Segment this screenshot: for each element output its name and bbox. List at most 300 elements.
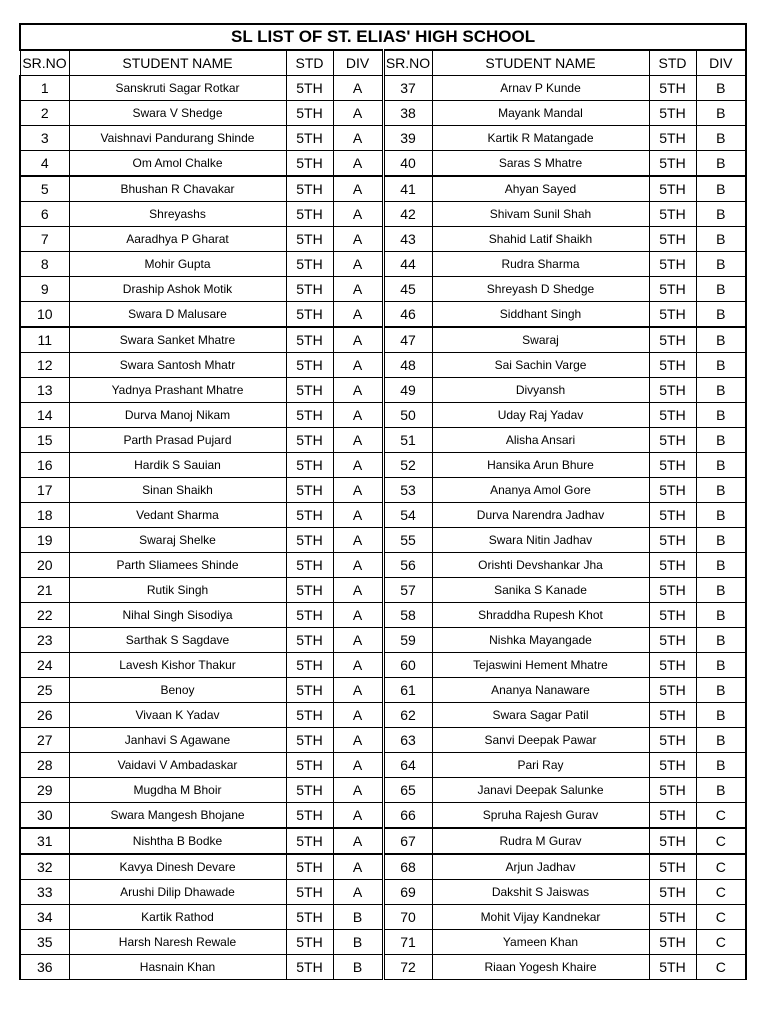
std-cell: 5TH bbox=[649, 628, 696, 653]
sr-no-cell: 6 bbox=[20, 202, 69, 227]
table-row bbox=[20, 478, 746, 503]
table-row bbox=[20, 955, 746, 980]
sr-no-cell: 61 bbox=[383, 678, 432, 703]
student-name-cell: Divyansh bbox=[432, 378, 649, 403]
sr-no-cell: 37 bbox=[383, 76, 432, 101]
sr-no-cell: 21 bbox=[20, 578, 69, 603]
student-name-cell: Sanvi Deepak Pawar bbox=[432, 728, 649, 753]
div-cell: A bbox=[333, 428, 383, 453]
table-row bbox=[20, 176, 746, 202]
header-student-name-left: STUDENT NAME bbox=[69, 50, 286, 76]
std-cell: 5TH bbox=[286, 930, 333, 955]
std-cell: 5TH bbox=[649, 126, 696, 151]
div-cell: A bbox=[333, 378, 383, 403]
sr-no-cell: 42 bbox=[383, 202, 432, 227]
sr-no-cell: 26 bbox=[20, 703, 69, 728]
std-cell: 5TH bbox=[286, 803, 333, 829]
student-name-cell: Kartik Rathod bbox=[69, 905, 286, 930]
std-cell: 5TH bbox=[286, 628, 333, 653]
student-name-cell: Sanika S Kanade bbox=[432, 578, 649, 603]
student-name-cell: Benoy bbox=[69, 678, 286, 703]
div-cell: A bbox=[333, 151, 383, 177]
student-name-cell: Nihal Singh Sisodiya bbox=[69, 603, 286, 628]
table-row bbox=[20, 403, 746, 428]
std-cell: 5TH bbox=[649, 277, 696, 302]
std-cell: 5TH bbox=[649, 854, 696, 880]
std-cell: 5TH bbox=[286, 478, 333, 503]
std-cell: 5TH bbox=[649, 930, 696, 955]
student-name-cell: Dakshit S Jaiswas bbox=[432, 880, 649, 905]
table-row bbox=[20, 151, 746, 177]
sr-no-cell: 34 bbox=[20, 905, 69, 930]
std-cell: 5TH bbox=[286, 603, 333, 628]
div-cell: B bbox=[333, 930, 383, 955]
std-cell: 5TH bbox=[649, 76, 696, 101]
div-cell: B bbox=[696, 728, 746, 753]
sr-no-cell: 67 bbox=[383, 828, 432, 854]
table-row bbox=[20, 353, 746, 378]
student-name-cell: Om Amol Chalke bbox=[69, 151, 286, 177]
sr-no-cell: 8 bbox=[20, 252, 69, 277]
sr-no-cell: 57 bbox=[383, 578, 432, 603]
student-name-cell: Saras S Mhatre bbox=[432, 151, 649, 177]
sr-no-cell: 70 bbox=[383, 905, 432, 930]
std-cell: 5TH bbox=[649, 302, 696, 328]
table-row bbox=[20, 728, 746, 753]
std-cell: 5TH bbox=[286, 553, 333, 578]
sr-no-cell: 12 bbox=[20, 353, 69, 378]
student-name-cell: Draship Ashok Motik bbox=[69, 277, 286, 302]
div-cell: A bbox=[333, 880, 383, 905]
std-cell: 5TH bbox=[286, 955, 333, 980]
student-name-cell: Arnav P Kunde bbox=[432, 76, 649, 101]
student-name-cell: Swaraj Shelke bbox=[69, 528, 286, 553]
sr-no-cell: 11 bbox=[20, 327, 69, 353]
div-cell: A bbox=[333, 176, 383, 202]
std-cell: 5TH bbox=[286, 353, 333, 378]
sr-no-cell: 64 bbox=[383, 753, 432, 778]
std-cell: 5TH bbox=[286, 905, 333, 930]
div-cell: B bbox=[696, 453, 746, 478]
table-row bbox=[20, 778, 746, 803]
sr-no-cell: 2 bbox=[20, 101, 69, 126]
div-cell: B bbox=[696, 528, 746, 553]
std-cell: 5TH bbox=[649, 101, 696, 126]
std-cell: 5TH bbox=[286, 176, 333, 202]
std-cell: 5TH bbox=[649, 955, 696, 980]
student-name-cell: Hasnain Khan bbox=[69, 955, 286, 980]
div-cell: B bbox=[696, 151, 746, 177]
student-name-cell: Nishtha B Bodke bbox=[69, 828, 286, 854]
div-cell: B bbox=[696, 578, 746, 603]
std-cell: 5TH bbox=[649, 353, 696, 378]
student-name-cell: Shahid Latif Shaikh bbox=[432, 227, 649, 252]
div-cell: C bbox=[696, 854, 746, 880]
sr-no-cell: 35 bbox=[20, 930, 69, 955]
sr-no-cell: 54 bbox=[383, 503, 432, 528]
div-cell: B bbox=[696, 603, 746, 628]
sr-no-cell: 58 bbox=[383, 603, 432, 628]
header-div-right: DIV bbox=[696, 50, 746, 76]
student-name-cell: Harsh Naresh Rewale bbox=[69, 930, 286, 955]
div-cell: A bbox=[333, 101, 383, 126]
student-name-cell: Arushi Dilip Dhawade bbox=[69, 880, 286, 905]
student-name-cell: Vaidavi V Ambadaskar bbox=[69, 753, 286, 778]
div-cell: B bbox=[333, 905, 383, 930]
table-row bbox=[20, 277, 746, 302]
div-cell: A bbox=[333, 603, 383, 628]
div-cell: A bbox=[333, 227, 383, 252]
std-cell: 5TH bbox=[649, 503, 696, 528]
sr-no-cell: 10 bbox=[20, 302, 69, 328]
student-name-cell: Mohir Gupta bbox=[69, 252, 286, 277]
div-cell: C bbox=[696, 955, 746, 980]
table-row bbox=[20, 378, 746, 403]
sr-no-cell: 9 bbox=[20, 277, 69, 302]
sr-no-cell: 28 bbox=[20, 753, 69, 778]
sr-no-cell: 49 bbox=[383, 378, 432, 403]
div-cell: C bbox=[696, 828, 746, 854]
std-cell: 5TH bbox=[286, 126, 333, 151]
std-cell: 5TH bbox=[649, 880, 696, 905]
student-name-cell: Rudra M Gurav bbox=[432, 828, 649, 854]
table-row bbox=[20, 578, 746, 603]
std-cell: 5TH bbox=[286, 453, 333, 478]
std-cell: 5TH bbox=[286, 403, 333, 428]
std-cell: 5TH bbox=[649, 603, 696, 628]
std-cell: 5TH bbox=[286, 202, 333, 227]
table-row bbox=[20, 703, 746, 728]
std-cell: 5TH bbox=[649, 453, 696, 478]
sr-no-cell: 66 bbox=[383, 803, 432, 829]
sr-no-cell: 56 bbox=[383, 553, 432, 578]
table-row bbox=[20, 428, 746, 453]
table-row bbox=[20, 453, 746, 478]
std-cell: 5TH bbox=[286, 578, 333, 603]
sr-no-cell: 29 bbox=[20, 778, 69, 803]
sr-no-cell: 22 bbox=[20, 603, 69, 628]
student-name-cell: Lavesh Kishor Thakur bbox=[69, 653, 286, 678]
sr-no-cell: 31 bbox=[20, 828, 69, 854]
sr-no-cell: 51 bbox=[383, 428, 432, 453]
div-cell: A bbox=[333, 353, 383, 378]
div-cell: A bbox=[333, 653, 383, 678]
student-name-cell: Swara D Malusare bbox=[69, 302, 286, 328]
div-cell: B bbox=[696, 202, 746, 227]
div-cell: A bbox=[333, 528, 383, 553]
std-cell: 5TH bbox=[286, 101, 333, 126]
table-row bbox=[20, 76, 746, 101]
student-name-cell: Hansika Arun Bhure bbox=[432, 453, 649, 478]
table-row bbox=[20, 327, 746, 353]
sr-no-cell: 65 bbox=[383, 778, 432, 803]
student-name-cell: Swaraj bbox=[432, 327, 649, 353]
div-cell: A bbox=[333, 854, 383, 880]
std-cell: 5TH bbox=[286, 327, 333, 353]
div-cell: A bbox=[333, 403, 383, 428]
std-cell: 5TH bbox=[649, 753, 696, 778]
sr-no-cell: 68 bbox=[383, 854, 432, 880]
table-row bbox=[20, 854, 746, 880]
table-row bbox=[20, 828, 746, 854]
header-student-name-right: STUDENT NAME bbox=[432, 50, 649, 76]
student-name-cell: Sinan Shaikh bbox=[69, 478, 286, 503]
div-cell: C bbox=[696, 905, 746, 930]
sr-no-cell: 41 bbox=[383, 176, 432, 202]
sr-no-cell: 30 bbox=[20, 803, 69, 829]
student-name-cell: Tejaswini Hement Mhatre bbox=[432, 653, 649, 678]
std-cell: 5TH bbox=[286, 778, 333, 803]
table-row bbox=[20, 653, 746, 678]
sr-no-cell: 32 bbox=[20, 854, 69, 880]
student-name-cell: Sai Sachin Varge bbox=[432, 353, 649, 378]
div-cell: B bbox=[696, 403, 746, 428]
std-cell: 5TH bbox=[286, 880, 333, 905]
student-name-cell: Swara Santosh Mhatr bbox=[69, 353, 286, 378]
div-cell: A bbox=[333, 678, 383, 703]
div-cell: A bbox=[333, 503, 383, 528]
student-name-cell: Vivaan K Yadav bbox=[69, 703, 286, 728]
sr-no-cell: 14 bbox=[20, 403, 69, 428]
student-list-table bbox=[19, 23, 747, 980]
std-cell: 5TH bbox=[649, 403, 696, 428]
student-name-cell: Riaan Yogesh Khaire bbox=[432, 955, 649, 980]
table-row bbox=[20, 930, 746, 955]
sr-no-cell: 13 bbox=[20, 378, 69, 403]
div-cell: B bbox=[696, 302, 746, 328]
student-name-cell: Mohit Vijay Kandnekar bbox=[432, 905, 649, 930]
div-cell: B bbox=[696, 176, 746, 202]
student-name-cell: Rutik Singh bbox=[69, 578, 286, 603]
std-cell: 5TH bbox=[286, 378, 333, 403]
div-cell: B bbox=[696, 126, 746, 151]
student-name-cell: Swara Sagar Patil bbox=[432, 703, 649, 728]
div-cell: A bbox=[333, 252, 383, 277]
div-cell: B bbox=[696, 778, 746, 803]
header-sr-no-right: SR.NO bbox=[383, 50, 432, 76]
header-sr-no-left: SR.NO bbox=[20, 50, 69, 76]
div-cell: A bbox=[333, 126, 383, 151]
sr-no-cell: 1 bbox=[20, 76, 69, 101]
std-cell: 5TH bbox=[649, 478, 696, 503]
sr-no-cell: 45 bbox=[383, 277, 432, 302]
sr-no-cell: 40 bbox=[383, 151, 432, 177]
sr-no-cell: 7 bbox=[20, 227, 69, 252]
std-cell: 5TH bbox=[286, 528, 333, 553]
student-name-cell: Janavi Deepak Salunke bbox=[432, 778, 649, 803]
div-cell: B bbox=[696, 703, 746, 728]
div-cell: B bbox=[696, 678, 746, 703]
sr-no-cell: 15 bbox=[20, 428, 69, 453]
student-name-cell: Spruha Rajesh Gurav bbox=[432, 803, 649, 829]
student-name-cell: Ananya Nanaware bbox=[432, 678, 649, 703]
std-cell: 5TH bbox=[286, 703, 333, 728]
student-name-cell: Alisha Ansari bbox=[432, 428, 649, 453]
div-cell: C bbox=[696, 930, 746, 955]
header-std-left: STD bbox=[286, 50, 333, 76]
sr-no-cell: 23 bbox=[20, 628, 69, 653]
sr-no-cell: 38 bbox=[383, 101, 432, 126]
student-name-cell: Uday Raj Yadav bbox=[432, 403, 649, 428]
student-name-cell: Hardik S Sauian bbox=[69, 453, 286, 478]
std-cell: 5TH bbox=[649, 151, 696, 177]
table-row bbox=[20, 101, 746, 126]
student-name-cell: Pari Ray bbox=[432, 753, 649, 778]
div-cell: B bbox=[696, 628, 746, 653]
sr-no-cell: 47 bbox=[383, 327, 432, 353]
std-cell: 5TH bbox=[649, 528, 696, 553]
student-name-cell: Rudra Sharma bbox=[432, 252, 649, 277]
div-cell: B bbox=[696, 553, 746, 578]
student-name-cell: Aaradhya P Gharat bbox=[69, 227, 286, 252]
sr-no-cell: 17 bbox=[20, 478, 69, 503]
student-name-cell: Durva Manoj Nikam bbox=[69, 403, 286, 428]
student-name-cell: Shreyashs bbox=[69, 202, 286, 227]
div-cell: A bbox=[333, 728, 383, 753]
std-cell: 5TH bbox=[649, 553, 696, 578]
student-name-cell: Swara V Shedge bbox=[69, 101, 286, 126]
std-cell: 5TH bbox=[286, 653, 333, 678]
student-name-cell: Ahyan Sayed bbox=[432, 176, 649, 202]
student-name-cell: Parth Prasad Pujard bbox=[69, 428, 286, 453]
std-cell: 5TH bbox=[649, 728, 696, 753]
table-row bbox=[20, 126, 746, 151]
std-cell: 5TH bbox=[649, 703, 696, 728]
div-cell: A bbox=[333, 327, 383, 353]
div-cell: B bbox=[696, 227, 746, 252]
student-name-cell: Swara Mangesh Bhojane bbox=[69, 803, 286, 829]
header-std-right: STD bbox=[649, 50, 696, 76]
std-cell: 5TH bbox=[286, 151, 333, 177]
div-cell: C bbox=[696, 803, 746, 829]
std-cell: 5TH bbox=[286, 277, 333, 302]
student-name-cell: Swara Sanket Mhatre bbox=[69, 327, 286, 353]
std-cell: 5TH bbox=[649, 176, 696, 202]
std-cell: 5TH bbox=[649, 905, 696, 930]
div-cell: B bbox=[696, 327, 746, 353]
sr-no-cell: 4 bbox=[20, 151, 69, 177]
std-cell: 5TH bbox=[649, 252, 696, 277]
sr-no-cell: 36 bbox=[20, 955, 69, 980]
div-cell: A bbox=[333, 578, 383, 603]
student-name-cell: Ananya Amol Gore bbox=[432, 478, 649, 503]
sr-no-cell: 48 bbox=[383, 353, 432, 378]
sr-no-cell: 24 bbox=[20, 653, 69, 678]
sr-no-cell: 59 bbox=[383, 628, 432, 653]
sr-no-cell: 44 bbox=[383, 252, 432, 277]
std-cell: 5TH bbox=[649, 378, 696, 403]
div-cell: A bbox=[333, 828, 383, 854]
div-cell: B bbox=[696, 101, 746, 126]
std-cell: 5TH bbox=[649, 653, 696, 678]
student-name-cell: Sarthak S Sagdave bbox=[69, 628, 286, 653]
table-row bbox=[20, 678, 746, 703]
sr-no-cell: 39 bbox=[383, 126, 432, 151]
div-cell: B bbox=[696, 378, 746, 403]
sr-no-cell: 71 bbox=[383, 930, 432, 955]
sr-no-cell: 16 bbox=[20, 453, 69, 478]
std-cell: 5TH bbox=[286, 678, 333, 703]
table-row bbox=[20, 628, 746, 653]
std-cell: 5TH bbox=[649, 578, 696, 603]
div-cell: A bbox=[333, 76, 383, 101]
std-cell: 5TH bbox=[286, 728, 333, 753]
sr-no-cell: 63 bbox=[383, 728, 432, 753]
sr-no-cell: 5 bbox=[20, 176, 69, 202]
std-cell: 5TH bbox=[286, 76, 333, 101]
table-row bbox=[20, 252, 746, 277]
sr-no-cell: 25 bbox=[20, 678, 69, 703]
div-cell: A bbox=[333, 302, 383, 328]
std-cell: 5TH bbox=[649, 678, 696, 703]
student-name-cell: Shivam Sunil Shah bbox=[432, 202, 649, 227]
table-row bbox=[20, 553, 746, 578]
std-cell: 5TH bbox=[286, 828, 333, 854]
std-cell: 5TH bbox=[286, 227, 333, 252]
student-name-cell: Mayank Mandal bbox=[432, 101, 649, 126]
div-cell: B bbox=[696, 76, 746, 101]
table-row bbox=[20, 880, 746, 905]
student-name-cell: Arjun Jadhav bbox=[432, 854, 649, 880]
student-name-cell: Shreyash D Shedge bbox=[432, 277, 649, 302]
student-name-cell: Vedant Sharma bbox=[69, 503, 286, 528]
std-cell: 5TH bbox=[286, 252, 333, 277]
student-name-cell: Bhushan R Chavakar bbox=[69, 176, 286, 202]
student-name-cell: Sanskruti Sagar Rotkar bbox=[69, 76, 286, 101]
student-name-cell: Shraddha Rupesh Khot bbox=[432, 603, 649, 628]
std-cell: 5TH bbox=[286, 302, 333, 328]
std-cell: 5TH bbox=[649, 778, 696, 803]
table-row bbox=[20, 905, 746, 930]
div-cell: B bbox=[696, 503, 746, 528]
sr-no-cell: 19 bbox=[20, 528, 69, 553]
sr-no-cell: 50 bbox=[383, 403, 432, 428]
header-div-left: DIV bbox=[333, 50, 383, 76]
student-name-cell: Kartik R Matangade bbox=[432, 126, 649, 151]
student-name-cell: Mugdha M Bhoir bbox=[69, 778, 286, 803]
div-cell: A bbox=[333, 753, 383, 778]
sr-no-cell: 55 bbox=[383, 528, 432, 553]
std-cell: 5TH bbox=[649, 202, 696, 227]
student-name-cell: Durva Narendra Jadhav bbox=[432, 503, 649, 528]
sr-no-cell: 3 bbox=[20, 126, 69, 151]
sr-no-cell: 53 bbox=[383, 478, 432, 503]
student-name-cell: Orishti Devshankar Jha bbox=[432, 553, 649, 578]
div-cell: B bbox=[696, 653, 746, 678]
table-row bbox=[20, 302, 746, 328]
std-cell: 5TH bbox=[649, 327, 696, 353]
sr-no-cell: 20 bbox=[20, 553, 69, 578]
div-cell: B bbox=[696, 428, 746, 453]
student-name-cell: Yadnya Prashant Mhatre bbox=[69, 378, 286, 403]
table-row bbox=[20, 202, 746, 227]
sr-no-cell: 43 bbox=[383, 227, 432, 252]
table-row bbox=[20, 503, 746, 528]
table-row bbox=[20, 753, 746, 778]
div-cell: A bbox=[333, 478, 383, 503]
table-row bbox=[20, 803, 746, 829]
std-cell: 5TH bbox=[286, 854, 333, 880]
sr-no-cell: 33 bbox=[20, 880, 69, 905]
sr-no-cell: 46 bbox=[383, 302, 432, 328]
div-cell: A bbox=[333, 277, 383, 302]
div-cell: B bbox=[696, 478, 746, 503]
std-cell: 5TH bbox=[286, 753, 333, 778]
sr-no-cell: 60 bbox=[383, 653, 432, 678]
std-cell: 5TH bbox=[649, 803, 696, 829]
div-cell: A bbox=[333, 628, 383, 653]
sr-no-cell: 27 bbox=[20, 728, 69, 753]
